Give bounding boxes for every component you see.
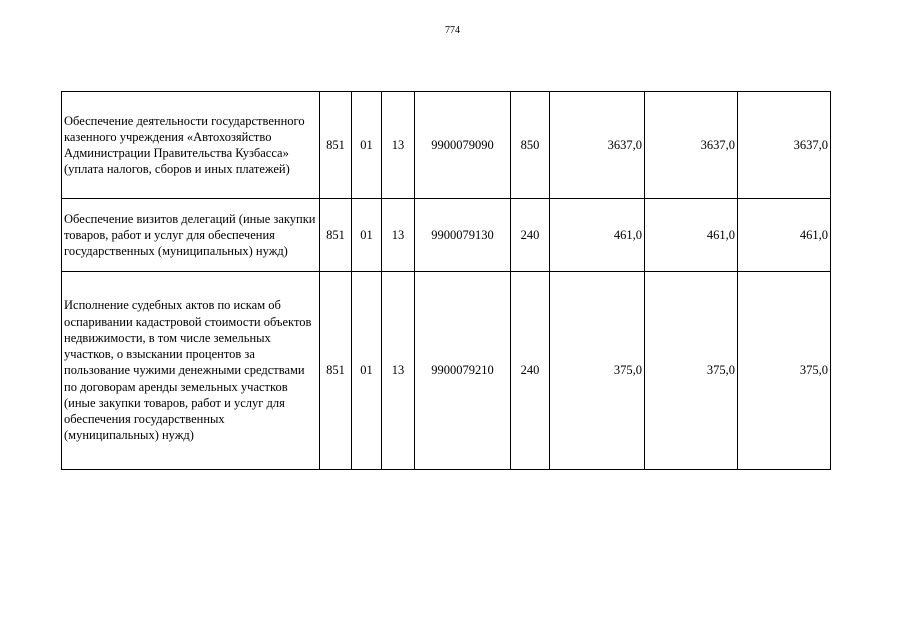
- target-article-code: 9900079090: [415, 92, 511, 199]
- ministry-code: 851: [320, 199, 352, 272]
- amount-year-3: 3637,0: [738, 92, 831, 199]
- page-number: 774: [445, 25, 460, 36]
- budget-table: [61, 91, 831, 470]
- subsection-code: 13: [382, 199, 415, 272]
- amount-year-1: 461,0: [550, 199, 645, 272]
- subsection-code: 13: [382, 272, 415, 470]
- amount-year-1: 3637,0: [550, 92, 645, 199]
- amount-year-2: 3637,0: [645, 92, 738, 199]
- amount-year-2: 375,0: [645, 272, 738, 470]
- ministry-code: 851: [320, 92, 352, 199]
- target-article-code: 9900079130: [415, 199, 511, 272]
- table-row: [62, 199, 831, 272]
- amount-year-3: 375,0: [738, 272, 831, 470]
- row-description: Исполнение судебных актов по искам об оспаривании кадастровой стоимости объектов недвижимости, в том числе земельных участков, о взыскании процентов за пользование чужими денежными средствами по договорам аренды земельных участков (иные закупки товаров, работ и услуг для обеспечения государственных (муниципальных) нужд): [62, 272, 320, 470]
- expense-type-code: 240: [511, 272, 550, 470]
- expense-type-code: 240: [511, 199, 550, 272]
- table-row: [62, 272, 831, 470]
- expense-type-code: 850: [511, 92, 550, 199]
- amount-year-1: 375,0: [550, 272, 645, 470]
- section-code: 01: [352, 92, 382, 199]
- row-description: Обеспечение визитов делегаций (иные закупки товаров, работ и услуг для обеспечения государственных (муниципальных) нужд): [62, 199, 320, 272]
- ministry-code: 851: [320, 272, 352, 470]
- amount-year-2: 461,0: [645, 199, 738, 272]
- section-code: 01: [352, 199, 382, 272]
- row-description: Обеспечение деятельности государственного казенного учреждения «Автохозяйство Администрации Правительства Кузбасса» (уплата налогов, сборов и иных платежей): [62, 92, 320, 199]
- target-article-code: 9900079210: [415, 272, 511, 470]
- section-code: 01: [352, 272, 382, 470]
- table-row: [62, 92, 831, 199]
- subsection-code: 13: [382, 92, 415, 199]
- amount-year-3: 461,0: [738, 199, 831, 272]
